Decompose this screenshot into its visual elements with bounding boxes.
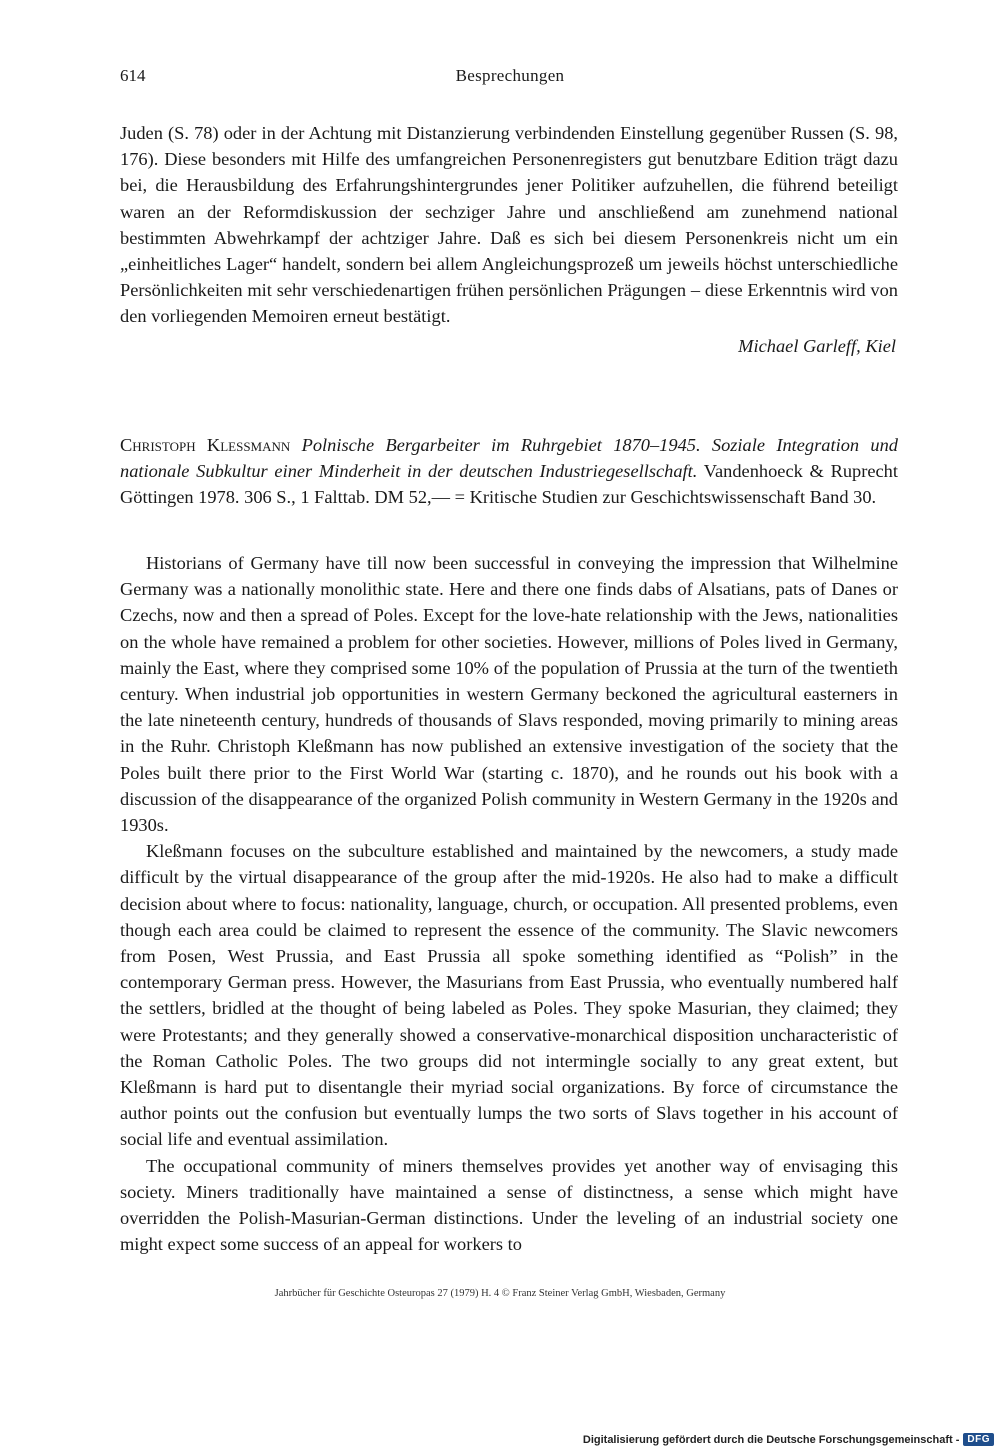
journal-citation: Jahrbücher für Geschichte Osteuropas 27 (1979) H. 4 © Franz Steiner Verlag GmbH, Wiesbaden, Germany xyxy=(274,1288,726,1299)
book-author: Christoph Klessmann xyxy=(120,435,291,455)
digitization-credit xyxy=(583,1433,994,1446)
review-heading xyxy=(120,432,898,511)
book-title: Polnische Bergarbeiter im Ruhrgebiet 1870–1945. Soziale Integration und nationale Subkultur einer Minderheit in der deutschen Industriegesellschaft. xyxy=(120,435,898,482)
body-paragraph-2: Kleßmann focuses on the subculture established and maintained by the newcomers, a study made difficult by the virtual disappearance of the group after the mid-1920s. He also had to make a difficult decision about where to focus: nationality, language, church, or occupation. All presented problems, even though each area could be claimed to represent the essence of the community. The Slavic newcomers from Posen, West Prussia, and East Prussia all spoke something identified as “Polish” in the contemporary German press. However, the Masurians from East Prussia, who eventually numbered half the settlers, bridled at the thought of being labeled as Poles. They spoke Masurian, they claimed; they were Protestants; and they generally showed a conservative-monarchical disposition uncharacteristic of the Roman Catholic Poles. The two groups did not intermingle socially to any great extent, but Kleßmann is hard put to disentangle their myriad social organizations. By force of circumstance the author points out the confusion but eventually lumps the two sorts of Slavs together in his account of social life and eventual assimilation. xyxy=(120,841,898,1150)
review-body xyxy=(120,550,898,1257)
previous-review-text xyxy=(120,120,898,330)
digitization-note: Digitalisierung gefördert durch die Deutsche Forschungsgemeinschaft - xyxy=(582,1433,960,1446)
book-publication-info: Vandenhoeck & Ruprecht Göttingen 1978. 306 S., 1 Falttab. DM 52,— = Kritische Studien zur Geschichtswissenschaft Band 30. xyxy=(120,461,898,508)
reviewer-signature: Michael Garleff, Kiel xyxy=(738,336,896,356)
page-number: 614 xyxy=(120,66,146,85)
body-paragraph-3: The occupational community of miners themselves provides yet another way of envisaging this society. Miners traditionally have maintained a sense of distinctness, a sense which might have overridden the Polish-Masurian-German distinctions. Under the leveling of an industrial society one might expect some success of an appeal for workers to xyxy=(120,1155,898,1255)
page-header xyxy=(120,66,900,92)
running-title: Besprechungen xyxy=(455,66,565,85)
previous-review-paragraph: Juden (S. 78) oder in der Achtung mit Distanzierung verbindenden Einstellung gegenüber Russen (S. 98, 176). Diese besonders mit Hilfe des umfangreichen Personenregisters gut benutzbare Edition trägt dazu bei, die Herausbildung des Erfahrungshintergrundes jener Politiker aufzuhellen, die führend beteiligt waren an der Reformdiskussion der sechziger Jahre und anschließend am zunehmend national bestimmten Abwehrkampf der achtziger Jahre. Daß es sich bei diesem Personenkreis nicht um ein „einheitliches Lager“ handelt, sondern bei allem Angleichungsprozeß um jeweils höchst unterschiedliche Persönlichkeiten mit sehr verschiedenartigen frühen persönlichen Prägungen – diese Erkenntnis wird von den vorliegenden Memoiren erneut bestätigt. xyxy=(120,123,898,327)
dfg-logo: DFG xyxy=(963,1433,994,1446)
body-paragraph-1: Historians of Germany have till now been successful in conveying the impression that Wilhelmine Germany was a nationally monolithic state. Here and there one finds dabs of Alsatians, pats of Danes or Czechs, now and then a spread of Poles. Except for the love-hate relationship with the Jews, nationalities on the whole have remained a problem for other societies. However, millions of Poles lived in Germany, mainly the East, where they comprised some 10% of the population of Prussia at the turn of the twentieth century. When industrial job opportunities in western Germany beckoned the agricultural easterners in the late nineteenth century, hundreds of thousands of Slavs responded, moving primarily to mining areas in the Ruhr. Christoph Kleßmann has now published an extensive investigation of the society that the Poles built there prior to the First World War (starting c. 1870), and he rounds out his book with a discussion of the disappearance of the organized Polish community in Western Germany in the 1920s and 1930s. xyxy=(120,553,898,836)
